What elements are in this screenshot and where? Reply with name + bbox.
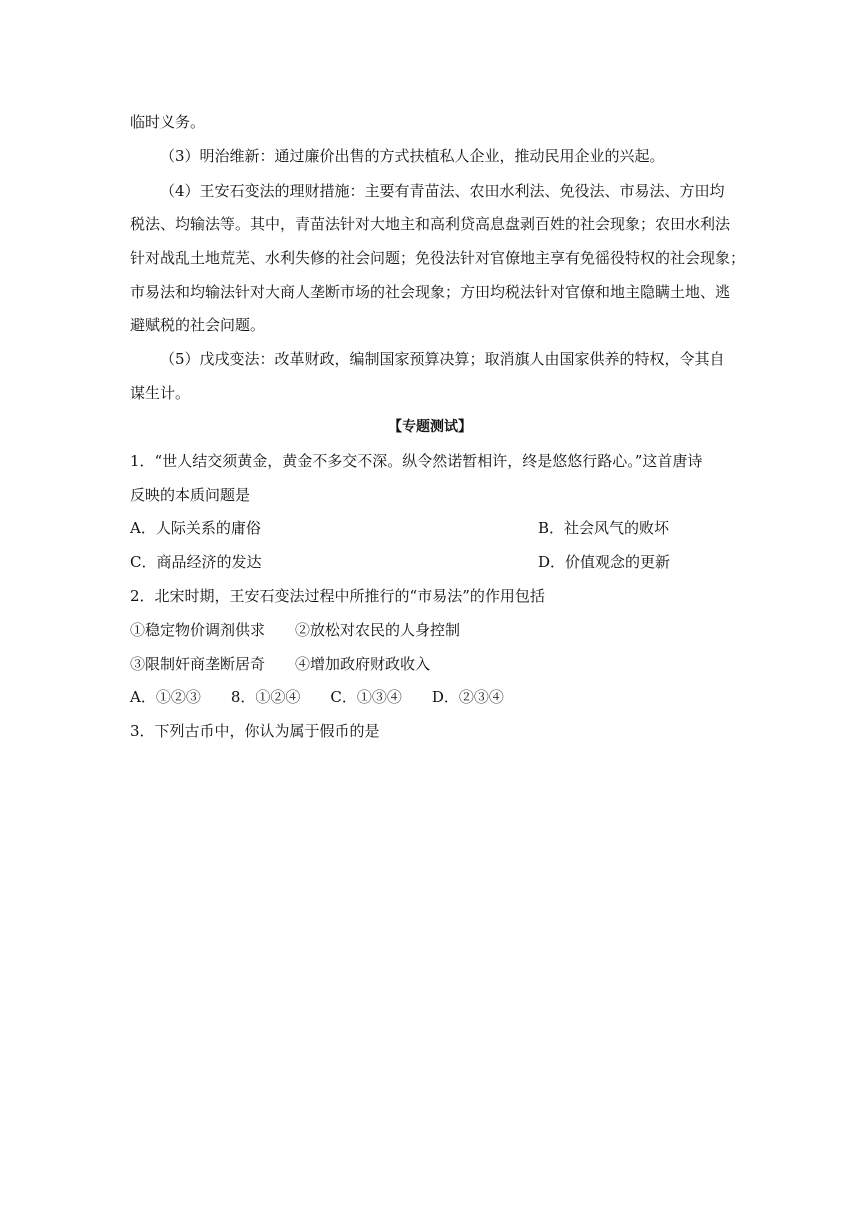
section-title: 【专题测试】 [388,419,472,435]
question-1-option-d: D．价值观念的更新 [538,553,671,571]
question-3-stem: 3．下列古币中，你认为属于假币的是 [130,722,380,740]
paragraph-4-line-5: 避赋税的社会问题。 [130,316,266,334]
question-1-stem-line-2: 反映的本质问题是 [130,486,251,504]
paragraph-4-line-4: 市易法和均输法针对大商人垄断市场的社会现象；方田均税法针对官僚和地主隐瞒土地、逃 [130,283,731,301]
question-1-options-row-1 [130,518,730,538]
paragraph-4-line-2: 税法、均输法等。其中，青苗法针对大地主和高利贷高息盘剥百姓的社会现象；农田水利法 [130,215,731,233]
paragraph-4-line-1: （4）王安石变法的理财措施：主要有青苗法、农田水利法、免役法、市易法、方田均 [160,182,725,200]
paragraph-4-line-3: 针对战乱土地荒芜、水利失修的社会问题；免役法针对官僚地主享有免徭役特权的社会现象； [130,249,746,267]
question-1-option-c: C．商品经济的发达 [130,553,262,571]
question-1-option-a: A．人际关系的庸俗 [130,519,261,537]
question-1-stem-line-1: 1．“世人结交须黄金，黄金不多交不深。纵令然诺暂相许，终是悠悠行路心。”这首唐诗 [130,452,703,470]
paragraph-3: （3）明治维新：通过廉价出售的方式扶植私人企业，推动民用企业的兴起。 [160,147,665,165]
question-2-items-line-1: ①稳定物价调剂供求 ②放松对农民的人身控制 [130,621,461,639]
question-1-option-b: B．社会风气的败坏 [538,519,670,537]
paragraph-5-line-2: 谋生计。 [130,384,191,402]
question-1-options-row-2 [130,552,730,572]
paragraph-5-line-1: （5）戊戌变法：改革财政，编制国家预算决算；取消旗人由国家供养的特权，令其自 [160,350,725,368]
question-2-choices: A．①②③ 8．①②④ C．①③④ D．②③④ [130,688,504,706]
question-2-items-line-2: ③限制奸商垄断居奇 ④增加政府财政收入 [130,655,431,673]
continuation-text: 临时义务。 [130,113,206,131]
question-2-stem: 2．北宋时期，王安石变法过程中所推行的“市易法”的作用包括 [130,587,545,605]
